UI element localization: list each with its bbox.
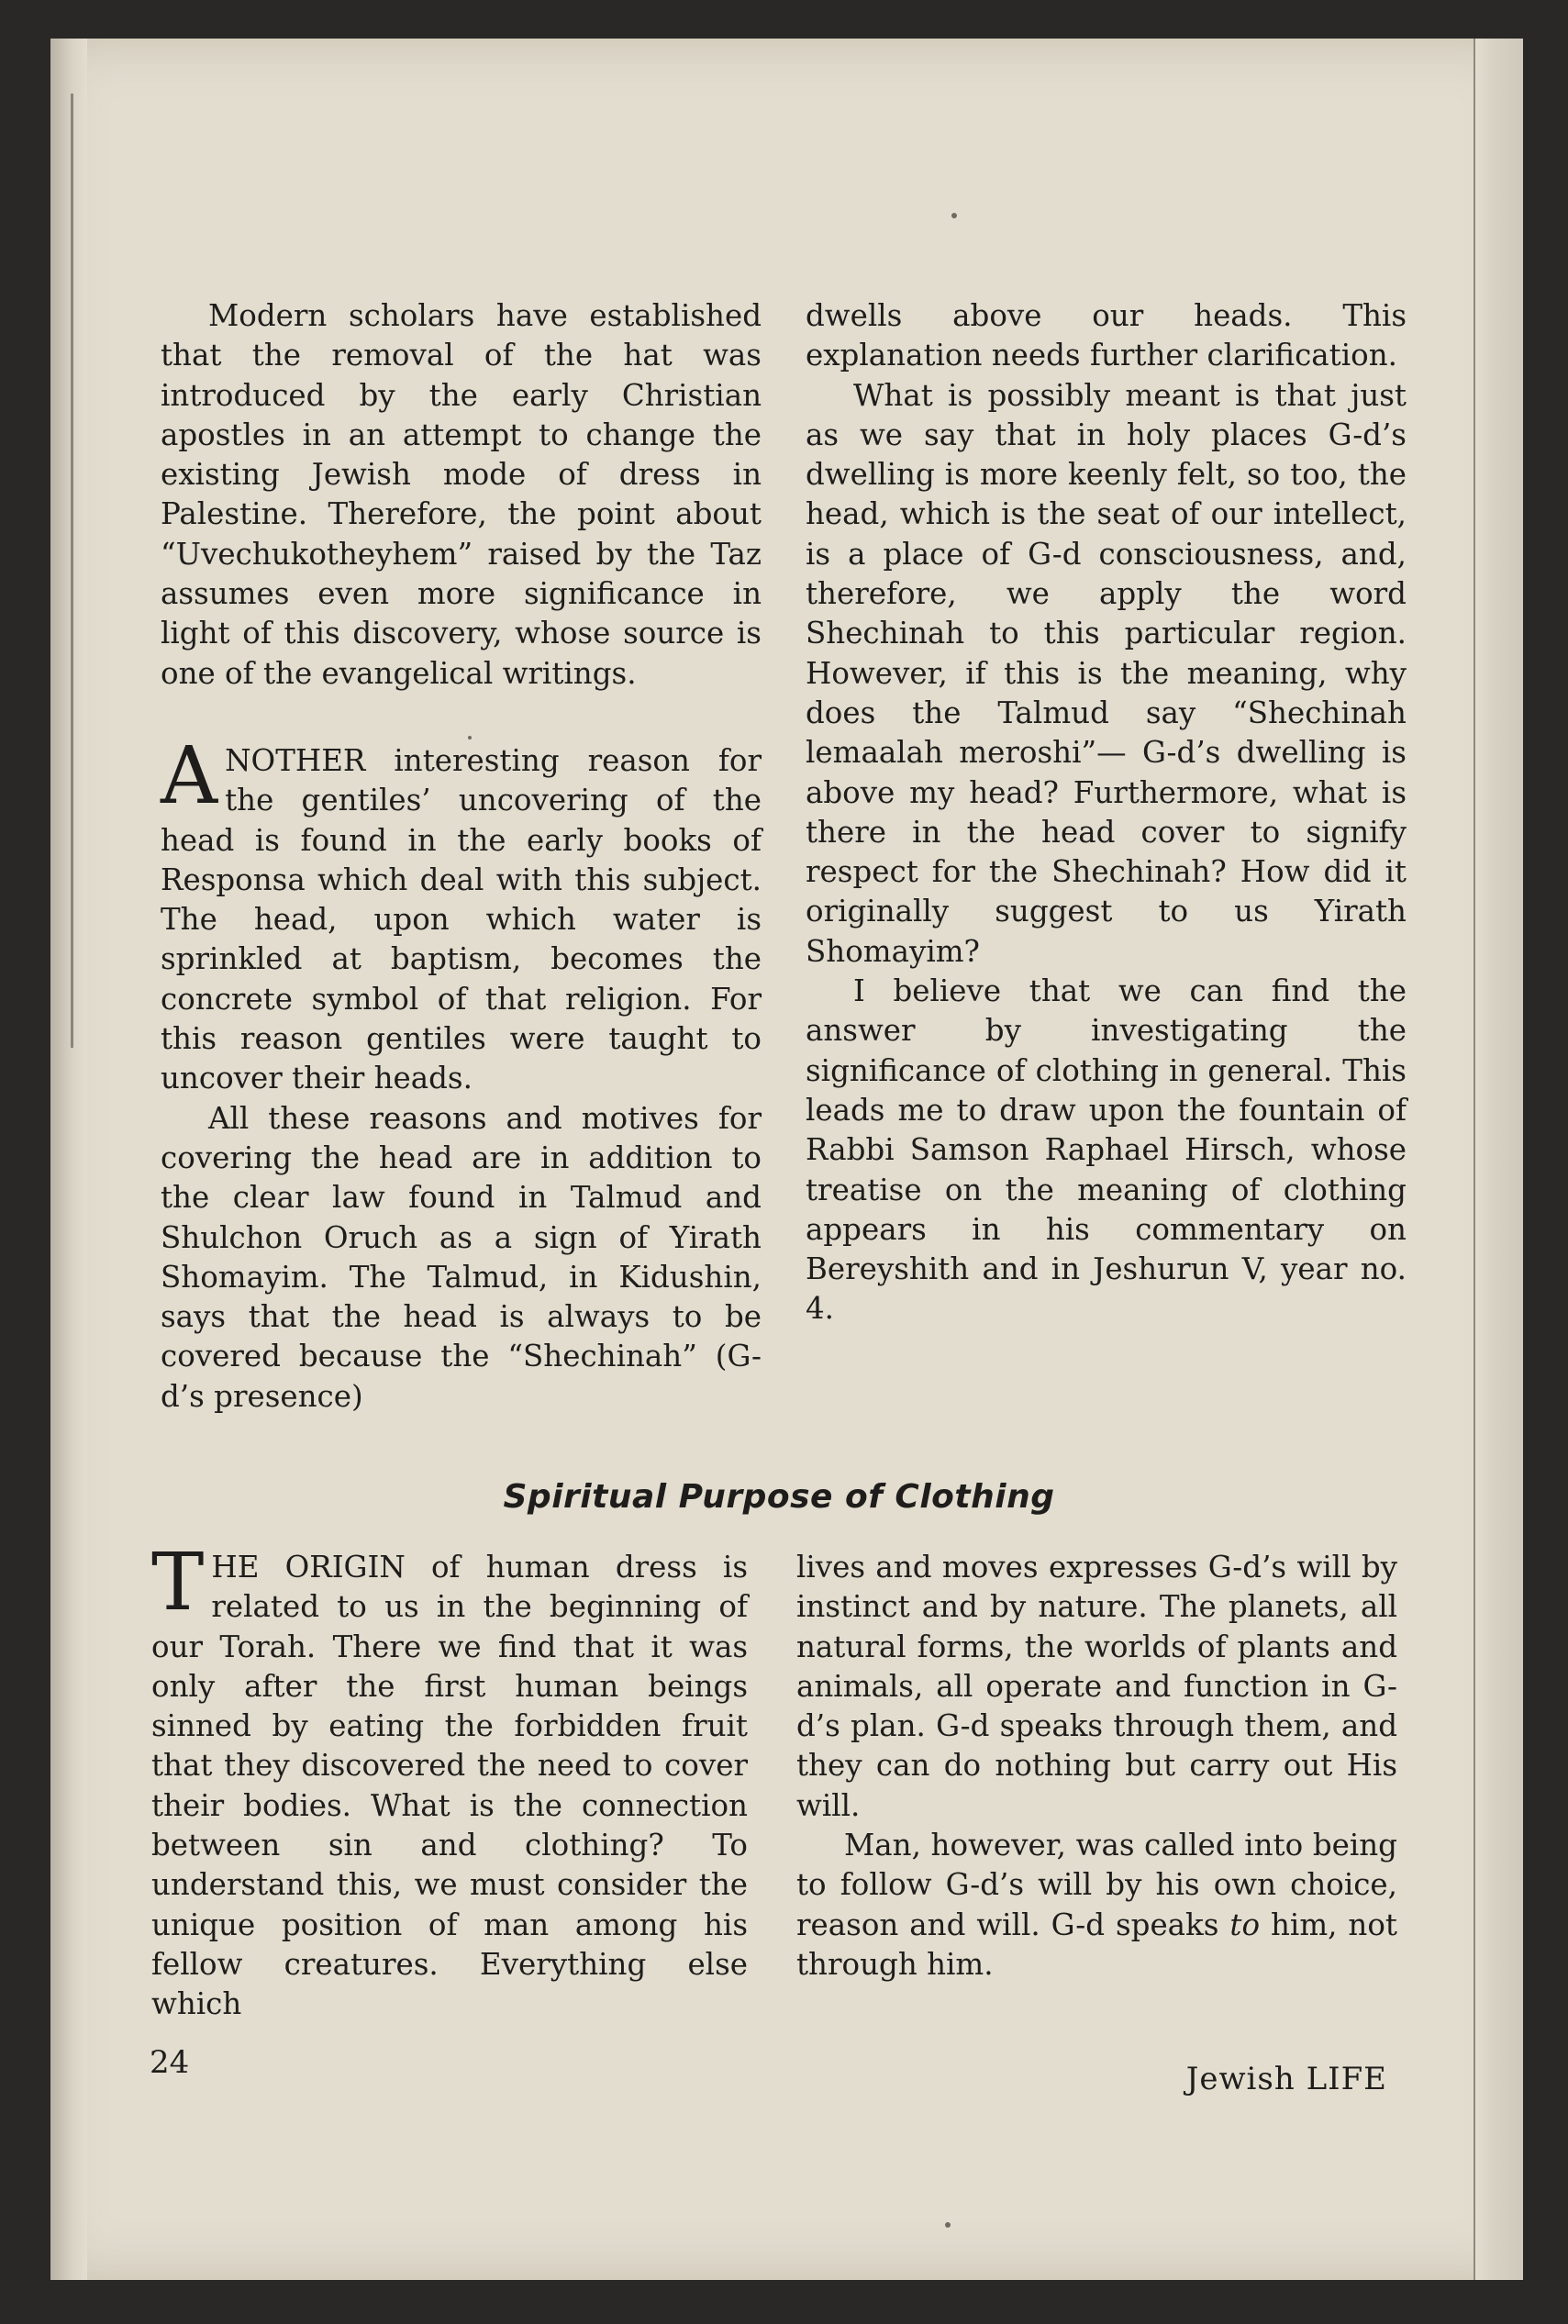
publication-name: Jewish LIFE bbox=[1185, 2061, 1387, 2097]
drop-cap: T bbox=[151, 1537, 205, 1629]
column-left-bottom bbox=[151, 1537, 748, 2025]
scan-speck bbox=[951, 213, 957, 218]
paragraph-text: NOTHER interesting reason for the gentiles’ uncovering of the head is found in the early books of Responsa which deal with this subject. The head, upon which water is sprinkled at baptism, becomes the concrete symbol of that religion. For this reason gentiles were taught to uncover their heads. bbox=[161, 742, 762, 1096]
column-right-top bbox=[806, 296, 1407, 1329]
drop-cap: A bbox=[161, 729, 218, 822]
next-page-edge bbox=[1473, 39, 1523, 2280]
paragraph-text: HE ORIGIN of human dress is related to us in the beginning of our Torah. There we find that it was only after the first human beings sinned by eating the forbidden fruit that they discovered the need to cover their bodies. What is the connection between sin and clothing? To understand this, we must consider the unique position of man among his fellow creatures. Everything else which bbox=[151, 1550, 748, 2022]
paragraph-with-dropcap bbox=[151, 1537, 748, 2025]
paragraph: All these reasons and motives for covering the head are in addition to the clear law found in Talmud and Shulchon Oruch as a sign of Yirath Shomayim. The Talmud, in Kidushin, says that the head is always to be covered because the “Shechinah” (G-d’s presence) bbox=[161, 1100, 762, 1414]
italic-word: to bbox=[1229, 1907, 1261, 1942]
paragraph-text: him, not through him. bbox=[796, 1907, 1397, 1982]
page-gutter bbox=[50, 39, 87, 2280]
paragraph bbox=[796, 1826, 1397, 1985]
section-heading: Spiritual Purpose of Clothing bbox=[503, 1478, 1055, 1516]
paragraph: I believe that we can find the answer by investigating the significance of clothing in general. This leads me to draw upon the fountain of Rabbi Samson Raphael Hirsch, whose treatise on the meaning of clothing appears in his commentary on Bereyshith and in Jeshurun V, year no. 4. bbox=[806, 973, 1407, 1327]
paragraph: dwells above our heads. This explanation needs further clarification. bbox=[806, 298, 1407, 373]
scan-speck bbox=[945, 2222, 951, 2228]
paragraph: lives and moves expresses G-d’s will by instinct and by nature. The planets, all natural forms, the worlds of plants and animals, all operate and function in G-d’s plan. G-d speaks through them, and they can do nothing but carry out His will. bbox=[796, 1550, 1397, 1823]
paragraph-text: Man, however, was called into being to follow G-d’s will by his own choice, reason and will. G-d speaks bbox=[796, 1828, 1397, 1942]
paragraph: Modern scholars have established that the removal of the hat was introduced by the early Christian apostles in an attempt to change the existing Jewish mode of dress in Palestine. Therefore, the point about “Uvechukotheyhem” raised by the Taz assumes even more significance in light of this discovery, whose source is one of the evangelical writings. bbox=[161, 298, 762, 691]
binding-line bbox=[71, 94, 73, 1048]
paragraph-with-dropcap bbox=[161, 729, 762, 1099]
page-number: 24 bbox=[150, 2044, 190, 2081]
column-left-top bbox=[161, 296, 762, 1417]
column-right-bottom bbox=[796, 1548, 1397, 1985]
paragraph: What is possibly meant is that just as we say that in holy places G-d’s dwelling is more keenly felt, so too, the head, which is the seat of our intellect, is a place of G-d consciousness, and, therefore, we apply the word Shechinah to this particular region. However, if this is the meaning, why does the Talmud say “Shechinah lemaalah meroshi”— G-d’s dwelling is above my head? Furthermore, what is there in the head cover to signify respect for the Shechinah? How did it originally suggest to us Yirath Shomayim? bbox=[806, 377, 1407, 969]
